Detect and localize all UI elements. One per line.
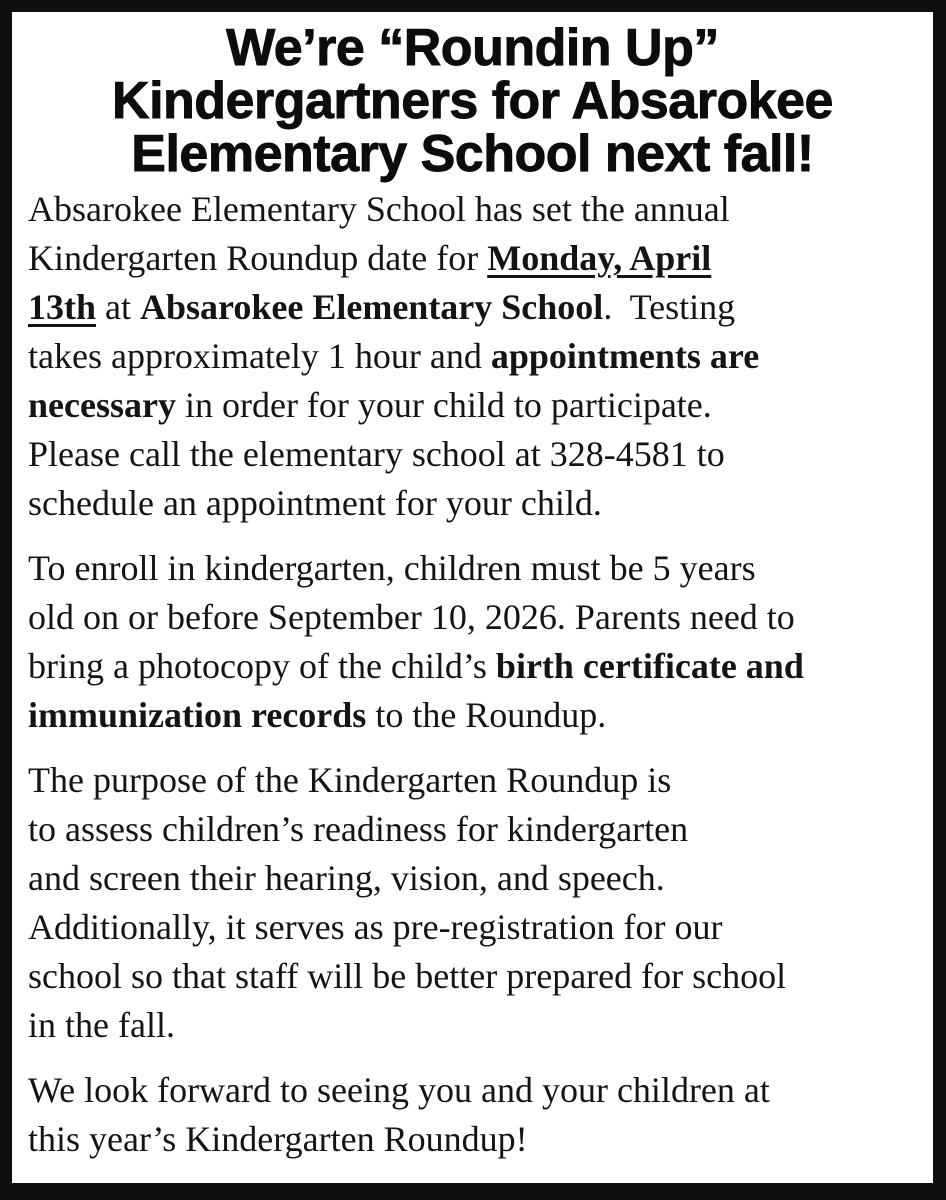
text-run: The purpose of the Kindergarten Roundup is xyxy=(28,760,672,800)
paragraph-roundup-date xyxy=(28,185,917,528)
text-run: schedule an appointment for your child. xyxy=(28,483,602,523)
text-line xyxy=(28,903,917,952)
headline-line-2: Kindergartners for Absarokee xyxy=(112,72,833,130)
text-run: in the fall. xyxy=(28,1005,175,1045)
text-line xyxy=(28,805,917,854)
headline xyxy=(28,19,917,183)
text-line xyxy=(28,854,917,903)
ad-body xyxy=(28,185,917,1164)
appointments-emphasis: appointments are xyxy=(490,336,760,376)
paragraph-purpose xyxy=(28,756,917,1050)
text-run: this year’s Kindergarten Roundup! xyxy=(28,1119,528,1159)
text-line xyxy=(28,756,917,805)
text-line xyxy=(28,544,917,593)
text-line xyxy=(28,952,917,1001)
text-line xyxy=(28,234,917,283)
school-name-emphasis: Absarokee Elementary School xyxy=(140,287,604,327)
text-run: . Testing xyxy=(603,287,736,327)
text-run: Additionally, it serves as pre-registration for our xyxy=(28,907,723,947)
text-line xyxy=(28,381,917,430)
appointments-emphasis: necessary xyxy=(28,385,176,425)
text-run: old on or before September 10, 2026. Parents need to xyxy=(28,597,795,637)
text-line xyxy=(28,1066,917,1115)
text-run: at xyxy=(96,287,140,327)
records-emphasis: birth certificate and xyxy=(495,646,804,686)
text-line xyxy=(28,332,917,381)
text-line xyxy=(28,185,917,234)
headline-line-1: We’re “Roundin Up” xyxy=(226,19,719,77)
text-run: to the Roundup. xyxy=(366,695,607,735)
text-run: To enroll in kindergarten, children must be 5 years xyxy=(28,548,756,588)
paragraph-enrollment-requirements xyxy=(28,544,917,740)
text-run: Absarokee Elementary School has set the annual xyxy=(28,189,730,229)
text-line xyxy=(28,593,917,642)
text-run: in order for your child to participate. xyxy=(175,385,712,425)
text-run: We look forward to seeing you and your children at xyxy=(28,1070,770,1110)
headline-line-3: Elementary School next fall! xyxy=(131,125,814,183)
text-line xyxy=(28,1115,917,1164)
text-run: to assess children’s readiness for kindergarten xyxy=(28,809,689,849)
text-line xyxy=(28,691,917,740)
text-run: Kindergarten Roundup date for xyxy=(28,238,488,278)
text-line xyxy=(28,283,917,332)
text-line xyxy=(28,479,917,528)
text-run: and screen their hearing, vision, and speech. xyxy=(28,858,665,898)
text-line xyxy=(28,430,917,479)
text-line xyxy=(28,1001,917,1050)
text-run: takes approximately 1 hour and xyxy=(28,336,491,376)
roundup-date-emphasis: Monday, April xyxy=(487,238,712,278)
records-emphasis: immunization records xyxy=(28,695,367,735)
phone-number-text: Please call the elementary school at 328-4581 to xyxy=(28,434,725,474)
paragraph-closing xyxy=(28,1066,917,1164)
roundup-date-emphasis: 13th xyxy=(28,287,97,327)
text-run: bring a photocopy of the child’s xyxy=(28,646,496,686)
text-line xyxy=(28,642,917,691)
text-run: school so that staff will be better prepared for school xyxy=(28,956,787,996)
